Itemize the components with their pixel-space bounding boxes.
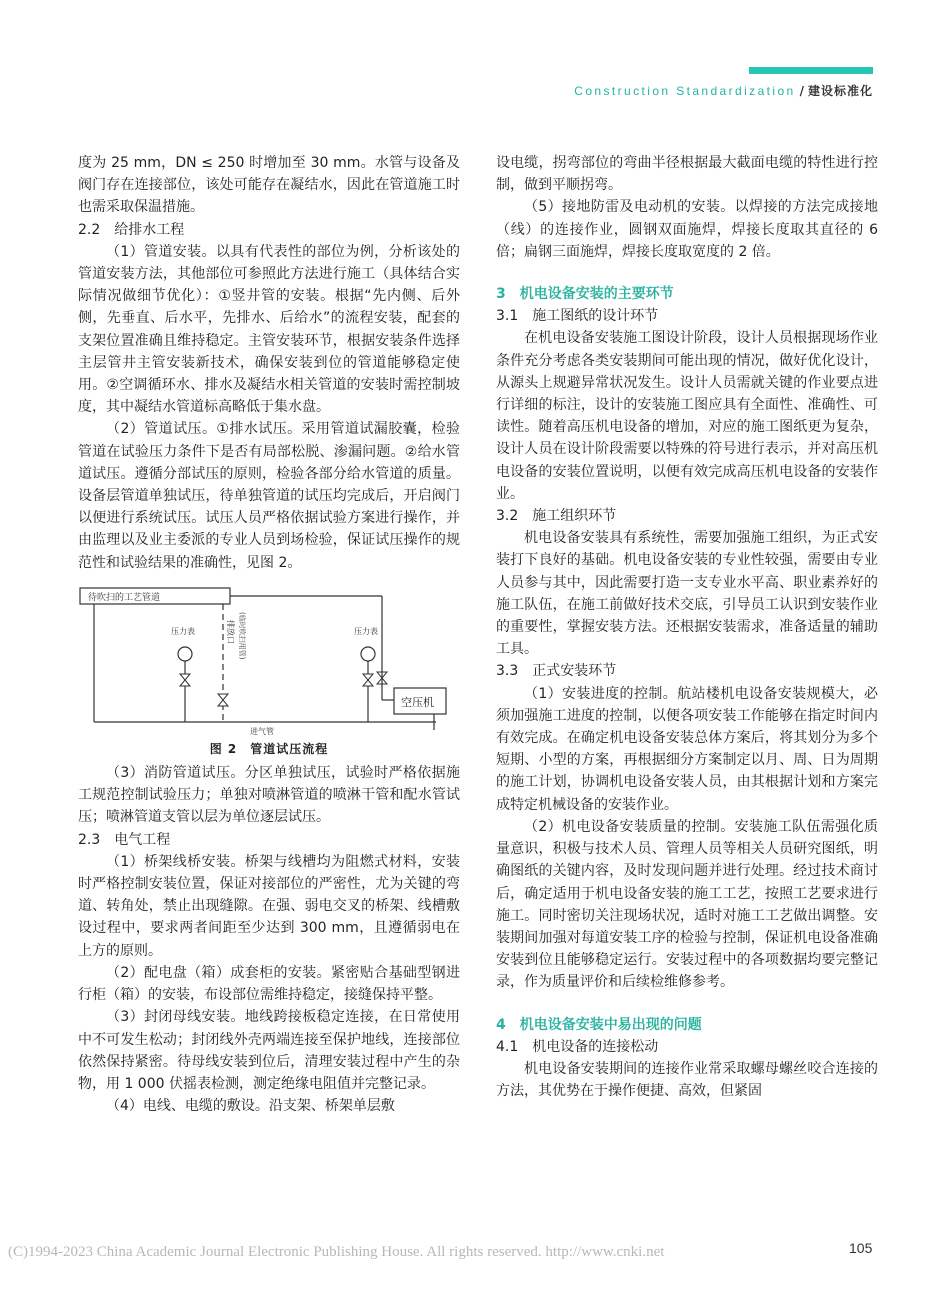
section-heading-3: 3 机电设备安装的主要环节 bbox=[496, 286, 674, 303]
paragraph: 机电设备安装具有系统性，需要加强施工组织，为正式安装打下良好的基础。机电设备安装的专业性较强，需要由专业人员参与其中，因此需要打造一支专业水平高、职业素养好的施工队伍，在施工前做好技术交底，引导员工认识到安装作业的重要性，掌握安装方法。还根据安装需求，准备适量的辅助工具。 bbox=[496, 530, 878, 658]
copyright-footer: (C)1994-2023 China Academic Journal Electronic Publishing House. All rights reserved. http://www.cnki.net bbox=[8, 1244, 665, 1260]
subsection-heading-4-1: 4.1 机电设备的连接松动 bbox=[496, 1038, 659, 1055]
left-column bbox=[78, 152, 460, 1117]
pressure-test-svg bbox=[78, 582, 460, 736]
paragraph: 度为 25 mm，DN ≤ 250 时增加至 30 mm。水管与设备及阀门存在连接部位，该处可能存在凝结水，因此在管道施工时也需采取保温措施。 bbox=[78, 155, 460, 216]
subsection-heading-2-2: 2.2 给排水工程 bbox=[78, 221, 185, 238]
paragraph: 设电缆，拐弯部位的弯曲半径根据最大截面电缆的特性进行控制，做到平顺拐弯。 bbox=[496, 155, 878, 194]
subsection-heading-2-3: 2.3 电气工程 bbox=[78, 831, 171, 848]
page-number: 105 bbox=[849, 1240, 873, 1256]
gauge-icon-2 bbox=[361, 647, 375, 661]
paragraph: （3）消防管道试压。分区单独试压，试验时严格依据施工规范控制试验压力；单独对喷淋管道的喷淋干管和配水管试压；喷淋管道支管以层为单位逐层试压。 bbox=[78, 765, 460, 826]
vertical-label-1: 排放口 bbox=[226, 619, 235, 644]
vertical-label-2: (临时吹扫用管) bbox=[238, 611, 246, 660]
gauge-label-1: 压力表 bbox=[171, 626, 195, 636]
paragraph: （1）安装进度的控制。航站楼机电设备安装规模大，必须加强施工进度的控制，以便各项安装工作能够在指定时间内有效完成。在确定机电设备安装总体方案后，将其划分为多个短期、小型的方案，再根据细分方案制定以月、周、日为周期的施工计划，协调机电设备安装人员，由其根据计划和方案完成特定机械设备的安装作业。 bbox=[496, 685, 878, 813]
paragraph: 机电设备安装期间的连接作业常采取螺母螺丝咬合连接的方法，其优势在于操作便捷、高效，但紧固 bbox=[496, 1060, 878, 1100]
paragraph: （2）机电设备安装质量的控制。安装施工队伍需强化质量意识，积极与技术人员、管理人员等相关人员研究图纸，明确图纸的关键内容，及时发现问题并进行处理。经过技术商讨后，确定适用于机电设备安装的施工工艺，按照工艺要求进行施工。同时密切关注现场状况，适时对施工工艺做出调整。安装期间加强对每道安装工序的检验与控制，保证机电设备准确安装到位且能够稳定运行。安装过程中的各项数据均要完整记录，作为质量评价和后续检维修参考。 bbox=[496, 818, 878, 991]
paragraph: （5）接地防雷及电动机的安装。以焊接的方法完成接地（线）的连接作业，圆钢双面施焊，焊接长度取其直径的 6 倍；扁钢三面施焊，焊接长度取宽度的 2 倍。 bbox=[496, 199, 878, 260]
section-heading-4: 4 机电设备安装中易出现的问题 bbox=[496, 1016, 702, 1033]
header-chinese-title: 建设标准化 bbox=[807, 84, 873, 98]
figure-2-pressure-test-diagram bbox=[78, 582, 460, 736]
subsection-heading-3-3: 3.3 正式安装环节 bbox=[496, 663, 617, 680]
gauge-label-2: 压力表 bbox=[354, 626, 378, 636]
paragraph: （3）封闭母线安装。地线跨接板稳定连接，在日常使用中不可发生松动；封闭线外壳两端连接至保护地线，连接部位依然保持紧密。待母线安装到位后，清理安装过程中产生的杂物，用 1 000 伏摇表检测，测定绝缘电阻值并完整记录。 bbox=[78, 1009, 460, 1092]
paragraph: （4）电线、电缆的敷设。沿支架、桥架单层敷 bbox=[106, 1098, 395, 1115]
compressor-label: 空压机 bbox=[401, 695, 434, 709]
figure-caption: 图 2 管道试压流程 bbox=[209, 741, 329, 756]
gauge-icon-1 bbox=[178, 647, 192, 661]
pipe-label: 待吹扫的工艺管道 bbox=[88, 592, 161, 603]
valve-icon-1 bbox=[180, 674, 190, 686]
paragraph: （2）管道试压。①排水试压。采用管道试漏胶囊，检验管道在试验压力条件下是否有局部松脱、渗漏问题。②给水管道试压。遵循分部试压的原则，检验各部分给水管道的质量。设备层管道单独试压，待单独管道的试压均完成后，开启阀门以便进行系统试压。试压人员严格依据试验方案进行操作，并由监理以及业主委派的专业人员到场检验，保证试压操作的规范性和试验结果的准确性，见图 2。 bbox=[78, 421, 460, 571]
header-english-title: Construction Standardization bbox=[574, 84, 796, 98]
running-header bbox=[574, 82, 873, 99]
valve-icon-2 bbox=[218, 694, 228, 706]
paragraph: （1）桥架线桥安装。桥架与线槽均为阻燃式材料，安装时严格控制安装位置，保证对接部位的严密性，尤为关键的弯道、转角处，禁止出现缝隙。在强、弱电交叉的桥架、线槽敷设过程中，要求两者间距至少达到 300 mm，且遵循弱电在上方的原则。 bbox=[78, 853, 460, 959]
paragraph: 在机电设备安装施工图设计阶段，设计人员根据现场作业条件充分考虑各类安装期间可能出现的情况，做好优化设计，从源头上规避异常状况发生。设计人员需就关键的作业要点进行详细的标注，设计的安装施工图应具有全面性、准确性、可读性。随着高压机电设备的增加，对应的施工图纸更为复杂，设计人员在设计阶段需要以特殊的符号进行表示，并对高压机电设备的安装位置说明，以便有效完成高压机电设备的安装作业。 bbox=[496, 330, 878, 502]
paragraph: （2）配电盘（箱）成套柜的安装。紧密贴合基础型钢进行柜（箱）的安装，布设部位需维持稳定，接缝保持平整。 bbox=[78, 964, 460, 1004]
valve-icon-3 bbox=[363, 674, 373, 686]
paragraph: （1）管道安装。以具有代表性的部位为例，分析该处的管道安装方法，其他部位可参照此方法进行施工（具体结合实际情况做细节优化）：①竖井管的安装。根据“先内侧、后外侧，先垂直、后水平，先排水、后给水”的流程安装，配套的支架位置准确且维持稳定。主管安装环节，根据安装条件选择主层管井主管安装新技术，确保安装到位的管道能够稳定使用。②空调循环水、排水及凝结水相关管道的安装时需控制坡度，其中凝结水管道标高略低于集水盘。 bbox=[78, 243, 460, 416]
inlet-pipe-label: 进气管 bbox=[250, 726, 274, 736]
subsection-heading-3-2: 3.2 施工组织环节 bbox=[496, 508, 617, 525]
header-separator: / bbox=[799, 84, 804, 98]
right-column bbox=[496, 152, 878, 1102]
subsection-heading-3-1: 3.1 施工图纸的设计环节 bbox=[496, 308, 659, 325]
header-accent-bar bbox=[749, 67, 873, 74]
